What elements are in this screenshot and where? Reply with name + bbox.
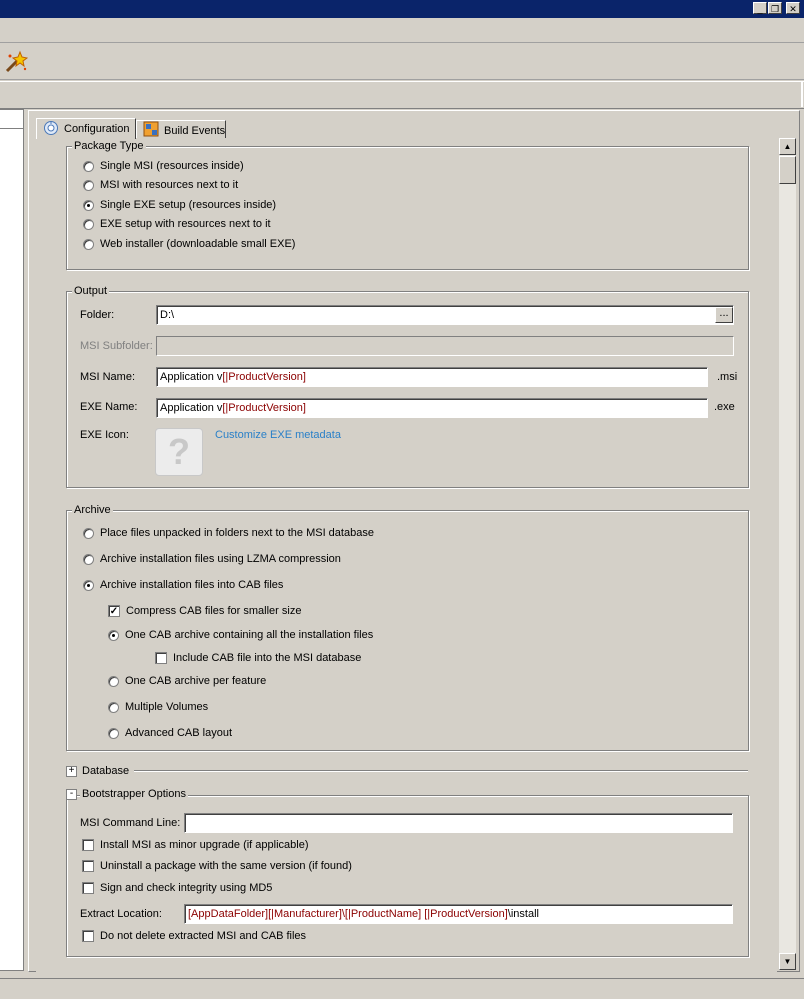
tab-build-events-label: Build Events — [164, 124, 226, 137]
radio-label: Advanced CAB layout — [125, 727, 233, 739]
scroll-down-button[interactable]: ▼ — [779, 953, 796, 970]
msi-name-field[interactable] — [156, 367, 708, 387]
bootstrapper-legend[interactable]: Bootstrapper Options — [82, 788, 186, 800]
strip-edge — [801, 81, 803, 107]
radio-label: Single MSI (resources inside) — [100, 160, 244, 172]
cab-option[interactable] — [108, 629, 373, 641]
folder-label: Folder: — [80, 309, 115, 321]
radio-msi-resources-next[interactable] — [83, 180, 94, 191]
document-tab-strip — [0, 81, 804, 109]
exe-extension: .exe — [714, 401, 735, 413]
msi-name-property: [|ProductVersion] — [222, 371, 306, 383]
left-panel[interactable] — [0, 109, 24, 971]
msi-extension: .msi — [717, 371, 738, 383]
window-titlebar — [0, 0, 804, 18]
radio-place-unpacked[interactable] — [83, 528, 94, 539]
no-delete-checkbox[interactable] — [82, 930, 94, 942]
radio-advanced-cab[interactable] — [108, 728, 119, 739]
exe-name-field[interactable] — [156, 398, 708, 418]
exe-name-text: Application v — [160, 402, 223, 414]
package-type-option[interactable] — [83, 160, 244, 172]
sign-md5-checkbox[interactable] — [82, 882, 94, 894]
radio-label: Archive installation files into CAB files — [100, 579, 284, 591]
exe-icon-label: EXE Icon: — [80, 429, 129, 441]
msi-subfolder-field[interactable] — [156, 336, 734, 356]
radio-label: Place files unpacked in folders next to the MSI database — [100, 527, 374, 539]
exe-name-label: EXE Name: — [80, 401, 138, 413]
radio-label: EXE setup with resources next to it — [100, 218, 271, 230]
cab-option[interactable] — [108, 701, 208, 713]
status-bar — [0, 978, 804, 999]
extract-location-field[interactable] — [184, 904, 733, 924]
radio-single-msi[interactable] — [83, 161, 94, 172]
database-divider — [134, 770, 748, 771]
minor-upgrade-option[interactable] — [82, 839, 308, 851]
minimize-button[interactable]: _ — [753, 2, 767, 14]
vertical-scrollbar[interactable] — [779, 138, 796, 970]
extract-location-label: Extract Location: — [80, 908, 162, 920]
browse-folder-button[interactable]: ... — [715, 307, 733, 323]
radio-cab-files[interactable] — [83, 580, 94, 591]
customize-exe-metadata-link[interactable]: Customize EXE metadata — [215, 429, 341, 441]
sign-md5-option[interactable] — [82, 882, 272, 894]
checkbox-label: Include CAB file into the MSI database — [173, 652, 362, 664]
output-legend: Output — [74, 285, 108, 297]
msi-command-line-label: MSI Command Line: — [80, 817, 181, 829]
package-type-option[interactable] — [83, 218, 271, 230]
minor-upgrade-checkbox[interactable] — [82, 839, 94, 851]
scroll-thumb[interactable] — [779, 156, 796, 184]
package-type-option[interactable] — [83, 199, 276, 211]
radio-label: Archive installation files using LZMA compression — [100, 553, 341, 565]
menubar — [0, 18, 804, 43]
compress-cab-checkbox[interactable]: ✓ — [109, 606, 119, 617]
msi-name-text: Application v — [160, 371, 223, 383]
package-type-legend: Package Type — [74, 140, 144, 152]
restore-button[interactable]: ❐ — [768, 2, 782, 14]
exe-name-property: [|ProductVersion] — [222, 402, 306, 414]
uninstall-same-version-option[interactable] — [82, 860, 352, 872]
close-button[interactable]: ✕ — [786, 2, 800, 14]
compress-cab-option[interactable] — [108, 605, 301, 617]
tab-configuration-label: Configuration — [64, 123, 130, 135]
radio-multiple-volumes[interactable] — [108, 702, 119, 713]
include-cab-option[interactable] — [155, 652, 361, 664]
toolbar — [0, 43, 804, 80]
left-panel-separator — [0, 128, 24, 129]
msi-name-label: MSI Name: — [80, 371, 136, 383]
radio-single-exe[interactable] — [83, 200, 94, 211]
exe-icon-placeholder[interactable]: ? — [155, 428, 203, 476]
include-cab-checkbox[interactable] — [155, 652, 167, 664]
database-legend[interactable]: Database — [82, 765, 130, 777]
archive-option[interactable] — [83, 579, 283, 591]
radio-lzma[interactable] — [83, 554, 94, 565]
bootstrapper-collapse-button[interactable]: - — [66, 789, 77, 800]
radio-label: Multiple Volumes — [125, 701, 209, 713]
package-type-option[interactable] — [83, 179, 238, 191]
radio-one-cab-all[interactable] — [108, 630, 119, 641]
msi-subfolder-label: MSI Subfolder: — [80, 340, 153, 352]
radio-label: MSI with resources next to it — [100, 179, 239, 191]
scroll-up-button[interactable]: ▲ — [779, 138, 796, 155]
tab-configuration[interactable] — [36, 118, 136, 139]
checkbox-label: Install MSI as minor upgrade (if applicable) — [100, 839, 309, 851]
radio-label: One CAB archive per feature — [125, 675, 267, 687]
database-expand-button[interactable]: + — [66, 766, 77, 777]
wizard-wand-icon[interactable] — [4, 50, 28, 74]
uninstall-same-version-checkbox[interactable] — [82, 860, 94, 872]
radio-label: Single EXE setup (resources inside) — [100, 199, 277, 211]
archive-option[interactable] — [83, 553, 341, 565]
extract-location-suffix: \install — [507, 908, 539, 920]
radio-label: One CAB archive containing all the installation files — [125, 629, 374, 641]
checkbox-label: Uninstall a package with the same version (if found) — [100, 860, 352, 872]
msi-command-line-field[interactable] — [184, 813, 733, 833]
checkbox-label: Compress CAB files for smaller size — [126, 605, 302, 617]
radio-cab-per-feature[interactable] — [108, 676, 119, 687]
checkbox-label: Do not delete extracted MSI and CAB files — [100, 930, 307, 942]
cab-option[interactable] — [108, 675, 266, 687]
checkbox-label: Sign and check integrity using MD5 — [100, 882, 273, 894]
extract-location-properties: [AppDataFolder][|Manufacturer]\[|ProductName] [|ProductVersion] — [188, 908, 508, 920]
archive-option[interactable] — [83, 527, 374, 539]
package-type-option[interactable] — [83, 238, 295, 250]
gear-icon — [43, 120, 59, 139]
radio-exe-resources-next[interactable] — [83, 219, 94, 230]
no-delete-option[interactable] — [82, 930, 306, 942]
archive-legend: Archive — [74, 504, 111, 516]
cab-option[interactable] — [108, 727, 232, 739]
folder-field[interactable]: D:\ — [156, 305, 734, 325]
radio-label: Web installer (downloadable small EXE) — [100, 238, 296, 250]
tab-build-events[interactable] — [136, 120, 226, 140]
radio-web-installer[interactable] — [83, 239, 94, 250]
